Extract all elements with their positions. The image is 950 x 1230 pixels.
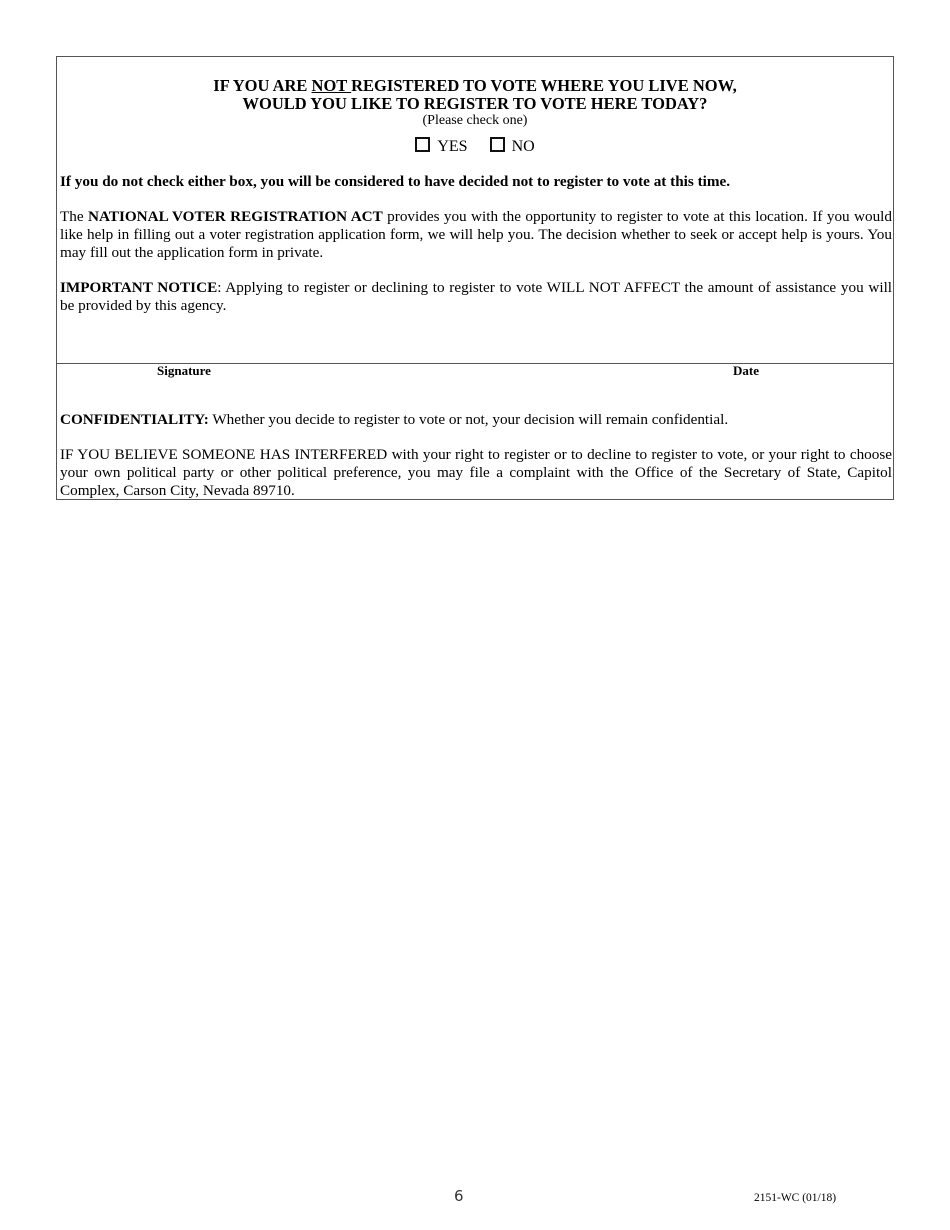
form-code: 2151-WC (01/18)	[754, 1192, 837, 1204]
confidentiality-title: CONFIDENTIALITY:	[60, 411, 209, 428]
no-check-warning: If you do not check either box, you will be considered to have decided not to register to vote at this time.	[60, 173, 731, 190]
important-notice	[60, 279, 892, 315]
date-label: Date	[733, 363, 759, 378]
heading-not-emphasis: NOT	[311, 76, 352, 95]
form-heading-line-2: WOULD YOU LIKE TO REGISTER TO VOTE HERE TODAY?	[242, 94, 708, 113]
nvra-prefix: The	[60, 208, 89, 225]
no-option[interactable]	[490, 137, 535, 157]
yes-label: YES	[437, 138, 468, 155]
registration-choice	[57, 137, 893, 157]
no-checkbox[interactable]	[490, 137, 505, 152]
no-label: NO	[511, 138, 535, 155]
interference-complaint-paragraph: IF YOU BELIEVE SOMEONE HAS INTERFERED with your right to register or to decline to register to vote, or your right to choose your own political party or other political preference, you may file a complaint with the Office of the Secretary of State, Capitol Complex, Carson City, Nevada 89710.	[60, 446, 892, 499]
yes-option[interactable]	[415, 137, 467, 157]
confidentiality-body: Whether you decide to register to vote or not, your decision will remain confidential.	[208, 411, 729, 428]
confidentiality-paragraph	[60, 411, 892, 429]
nvra-body: provides you with the opportunity to register to vote at this location. If you would like help in filling out a voter registration application form, we will help you. The decision whether to seek or accept help is yours. You may fill out the application form in private.	[60, 208, 892, 261]
yes-checkbox[interactable]	[415, 137, 430, 152]
heading-prefix: IF YOU ARE	[213, 76, 312, 95]
nvra-paragraph	[60, 208, 892, 262]
important-notice-body: : Applying to register or declining to register to vote WILL NOT AFFECT the amount of assistance you will be provided by this agency.	[60, 279, 893, 314]
signature-label: Signature	[157, 363, 211, 378]
heading-suffix: REGISTERED TO VOTE WHERE YOU LIVE NOW,	[351, 76, 737, 95]
check-one-hint: (Please check one)	[422, 113, 528, 128]
form-heading-line-1	[57, 76, 893, 95]
page-number: 6	[454, 1187, 464, 1205]
voter-registration-form	[56, 56, 894, 500]
important-notice-title: IMPORTANT NOTICE	[60, 279, 218, 296]
nvra-act-name: NATIONAL VOTER REGISTRATION ACT	[88, 208, 383, 225]
